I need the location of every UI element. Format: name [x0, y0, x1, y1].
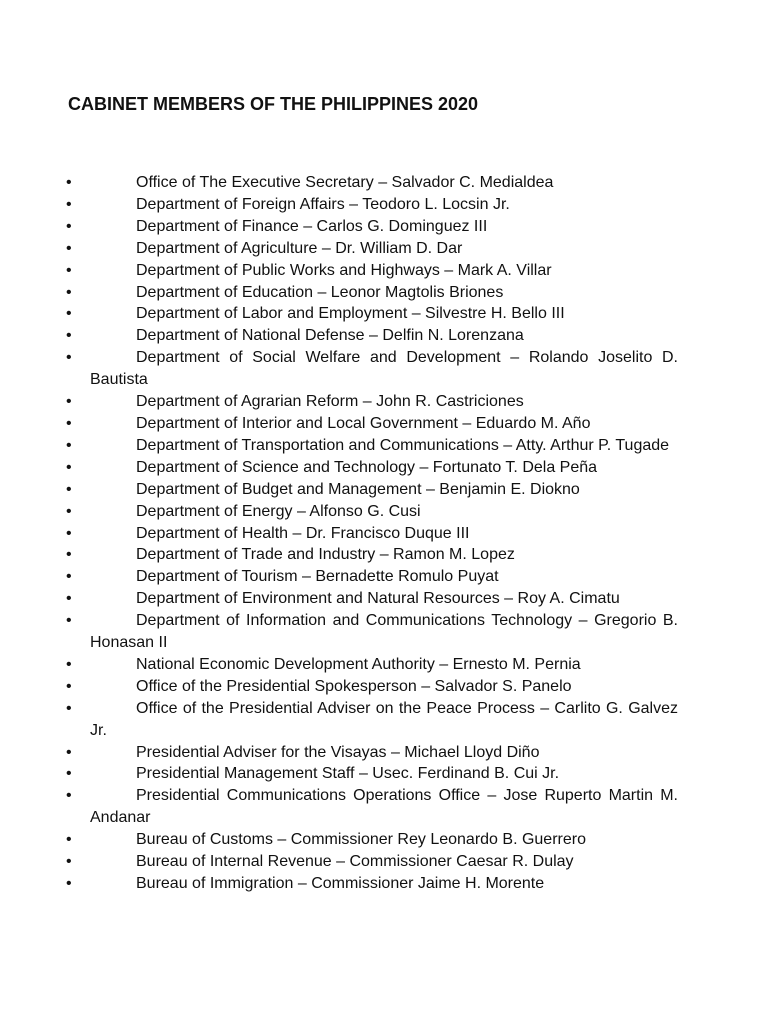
- list-item: [68, 172, 678, 194]
- list-item-text: Department of Finance – Carlos G. Dominguez III: [136, 217, 488, 235]
- list-item: [68, 194, 678, 216]
- list-item: [68, 325, 678, 347]
- list-item-text: National Economic Development Authority – Ernesto M. Pernia: [136, 655, 581, 673]
- bullet-icon: •: [66, 305, 72, 323]
- bullet-icon: •: [66, 853, 72, 871]
- list-item: [68, 479, 678, 501]
- cabinet-member-list: [68, 172, 678, 895]
- bullet-icon: •: [66, 436, 72, 454]
- list-item-text: Department of Foreign Affairs – Teodoro L. Locsin Jr.: [136, 195, 510, 213]
- list-item: [68, 282, 678, 304]
- list-item-text: Department of Tourism – Bernadette Romulo Puyat: [136, 568, 499, 586]
- list-item-text: Department of Budget and Management – Benjamin E. Diokno: [136, 480, 580, 498]
- bullet-icon: •: [66, 217, 72, 235]
- bullet-icon: •: [66, 831, 72, 849]
- list-item: [68, 457, 678, 479]
- bullet-icon: •: [66, 743, 72, 761]
- list-item-text: Department of Health – Dr. Francisco Duque III: [136, 524, 470, 542]
- list-item: [68, 216, 678, 238]
- list-item: [68, 238, 678, 260]
- list-item-text: Bureau of Customs – Commissioner Rey Leonardo B. Guerrero: [136, 831, 586, 849]
- list-item-text: Department of Interior and Local Government – Eduardo M. Año: [136, 414, 591, 432]
- bullet-icon: •: [66, 875, 72, 892]
- list-item: [68, 698, 678, 742]
- list-item: [68, 851, 678, 873]
- bullet-icon: •: [66, 414, 72, 432]
- list-item: [68, 654, 678, 676]
- list-item-text: Department of Environment and Natural Resources – Roy A. Cimatu: [136, 590, 620, 608]
- bullet-icon: •: [66, 480, 72, 498]
- list-item: [68, 260, 678, 282]
- list-item: [68, 435, 678, 457]
- list-item-text: Department of Science and Technology – Fortunato T. Dela Peña: [136, 458, 598, 476]
- list-item: [68, 391, 678, 413]
- list-item: [68, 785, 678, 829]
- list-item-text: Presidential Communications Operations Office – Jose Ruperto Martin M. Andanar: [90, 787, 678, 827]
- list-item: [68, 523, 678, 545]
- bullet-icon: •: [66, 283, 72, 301]
- bullet-icon: •: [66, 261, 72, 279]
- bullet-icon: •: [66, 174, 72, 191]
- list-item-text: Department of Labor and Employment – Silvestre H. Bello III: [136, 305, 565, 323]
- bullet-icon: •: [66, 393, 72, 411]
- bullet-icon: •: [66, 677, 72, 695]
- bullet-icon: •: [66, 655, 72, 673]
- list-item-text: Presidential Management Staff – Usec. Ferdinand B. Cui Jr.: [136, 765, 560, 783]
- list-item: [68, 610, 678, 654]
- bullet-icon: •: [66, 699, 72, 717]
- list-item: [68, 873, 678, 895]
- list-item: [68, 829, 678, 851]
- bullet-icon: •: [66, 524, 72, 542]
- page-title: CABINET MEMBERS OF THE PHILIPPINES 2020: [68, 94, 479, 114]
- list-item-text: Office of the Presidential Spokesperson – Salvador S. Panelo: [136, 677, 572, 695]
- list-item-text: Department of Education – Leonor Magtolis Briones: [136, 283, 504, 301]
- bullet-icon: •: [66, 458, 72, 476]
- list-item-text: Department of Public Works and Highways – Mark A. Villar: [136, 261, 552, 279]
- list-item-text: Department of Agriculture – Dr. William D. Dar: [136, 239, 463, 257]
- list-item-text: Office of The Executive Secretary – Salvador C. Medialdea: [136, 174, 554, 191]
- list-item: [68, 742, 678, 764]
- list-item-text: Department of Information and Communications Technology – Gregorio B. Honasan II: [90, 612, 678, 652]
- list-item-text: Bureau of Internal Revenue – Commissioner Caesar R. Dulay: [136, 853, 574, 871]
- list-item-text: Office of the Presidential Adviser on the Peace Process – Carlito G. Galvez Jr.: [90, 699, 678, 739]
- list-item-text: Department of Social Welfare and Development – Rolando Joselito D. Bautista: [90, 349, 678, 389]
- bullet-icon: •: [66, 546, 72, 564]
- bullet-icon: •: [66, 239, 72, 257]
- list-item-text: Department of Trade and Industry – Ramon M. Lopez: [136, 546, 515, 564]
- bullet-icon: •: [66, 349, 72, 367]
- bullet-icon: •: [66, 195, 72, 213]
- list-item: [68, 303, 678, 325]
- list-item-text: Department of Energy – Alfonso G. Cusi: [136, 502, 421, 520]
- bullet-icon: •: [66, 612, 72, 630]
- bullet-icon: •: [66, 765, 72, 783]
- bullet-icon: •: [66, 327, 72, 345]
- list-item-text: Department of Agrarian Reform – John R. Castriciones: [136, 393, 524, 411]
- list-item: [68, 763, 678, 785]
- list-item-text: Presidential Adviser for the Visayas – Michael Lloyd Diño: [136, 743, 540, 761]
- list-item-text: Department of National Defense – Delfin N. Lorenzana: [136, 327, 524, 345]
- list-item: [68, 676, 678, 698]
- bullet-icon: •: [66, 568, 72, 586]
- bullet-icon: •: [66, 590, 72, 608]
- list-item: [68, 544, 678, 566]
- list-item: [68, 588, 678, 610]
- list-item: [68, 347, 678, 391]
- bullet-icon: •: [66, 787, 72, 805]
- list-item: [68, 566, 678, 588]
- bullet-icon: •: [66, 502, 72, 520]
- list-item: [68, 501, 678, 523]
- list-item-text: Bureau of Immigration – Commissioner Jaime H. Morente: [136, 875, 545, 892]
- list-item: [68, 413, 678, 435]
- list-item-text: Department of Transportation and Communications – Atty. Arthur P. Tugade: [136, 436, 670, 454]
